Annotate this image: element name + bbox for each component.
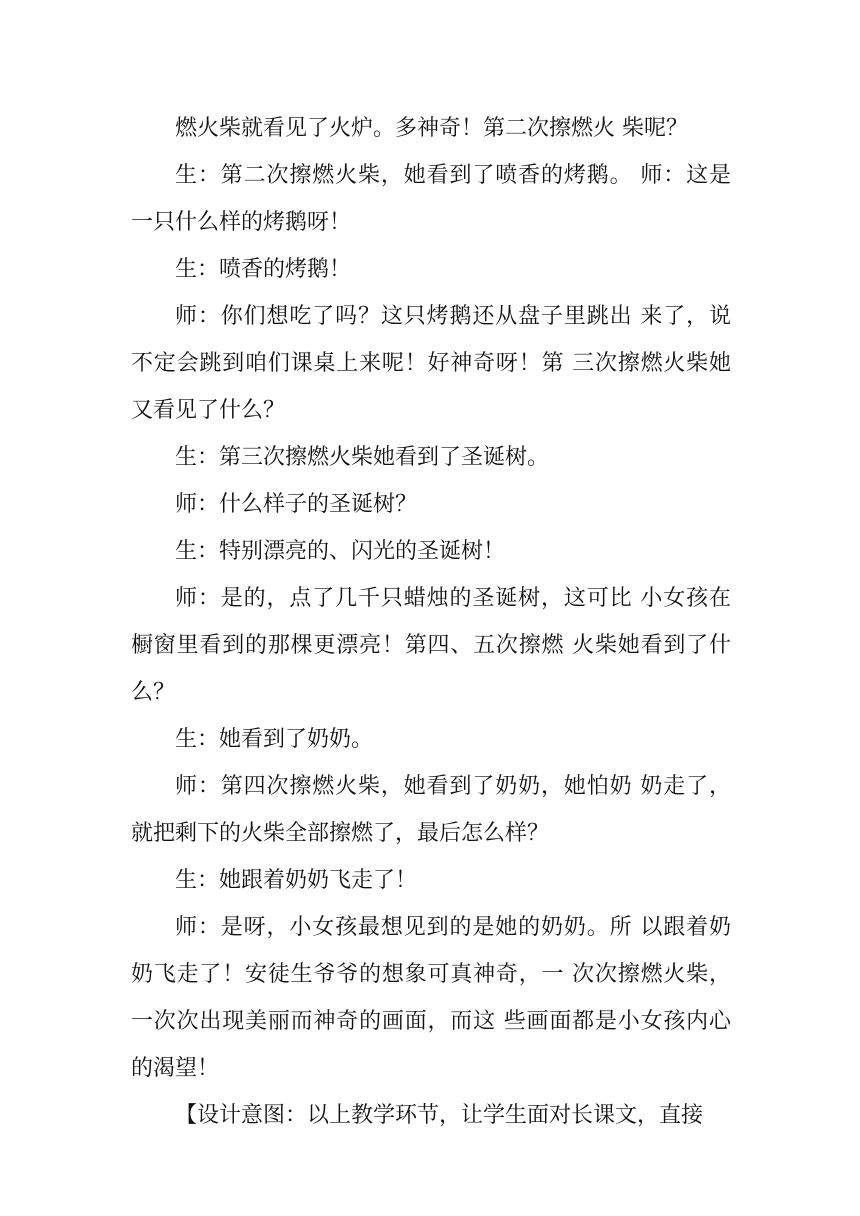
document-body [131,105,731,1139]
paragraph-5: 生：第三次擦燃火柴她看到了圣诞树。 [175,445,550,470]
paragraph-10: 师：第四次擦燃火柴，她看到了奶奶，她怕奶 奶走了，就把剩下的火柴全部擦燃了，最后怎么样？ [131,774,731,846]
paragraph-4: 师：你们想吃了吗？这只烤鹅还从盘子里跳出 来了，说不定会跳到咱们课桌上来呢！好神奇呀！第 三次擦燃火柴她又看见了什么？ [131,304,731,423]
paragraph-12: 师：是呀，小女孩最想见到的是她的奶奶。所 以跟着奶奶飞走了！安徒生爷爷的想象可真神奇，一 次次擦燃火柴，一次次出现美丽而神奇的画面，而这 些画面都是小女孩内心的渴望！ [131,915,731,1081]
paragraph-1: 燃火柴就看见了火炉。多神奇！第二次擦燃火 柴呢？ [175,116,688,141]
paragraph-2: 生：第二次擦燃火柴，她看到了喷香的烤鹅。 师：这是一只什么样的烤鹅呀！ [131,163,731,235]
paragraph-7: 生：特别漂亮的、闪光的圣诞树！ [175,539,506,564]
paragraph-13: 【设计意图：以上教学环节，让学生面对长课文，直接 [175,1103,704,1128]
paragraph-9: 生：她看到了奶奶。 [175,727,374,752]
paragraph-3: 生：喷香的烤鹅！ [175,257,352,282]
paragraph-8: 师：是的，点了几千只蜡烛的圣诞树，这可比 小女孩在橱窗里看到的那棵更漂亮！第四、五次擦燃 火柴她看到了什么？ [131,586,731,705]
paragraph-6: 师：什么样子的圣诞树？ [175,492,418,517]
paragraph-11: 生：她跟着奶奶飞走了！ [175,868,418,893]
